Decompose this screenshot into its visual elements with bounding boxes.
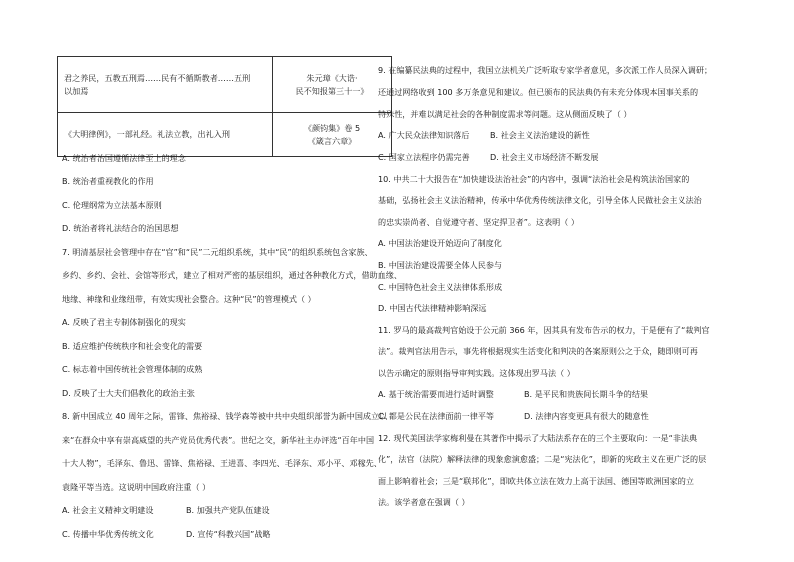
source-table [57, 56, 392, 157]
q9-stem-line: 特殊性，并难以满足社会的各种制度需求等问题。这从侧面反映了（ ） [378, 109, 632, 119]
table-cell-text: 《箴言六章》 [307, 135, 357, 146]
table-cell [58, 57, 273, 113]
q7-stem-line: 7. 明清基层社会管理中存在“官”和“民”二元组织系统，其中“民”的组织系统包含家族、 [62, 247, 373, 257]
table-cell [58, 113, 273, 157]
q8-stem-line: 十大人物”，毛泽东、鲁迅、雷锋、焦裕禄、王进喜、李四光、毛泽东、邓小平、邓稼先、 [62, 458, 382, 468]
q6-option-c: C. 伦理纲常为立法基本原则 [62, 200, 162, 210]
table-cell-text: 朱元璋《大诰· [306, 72, 358, 83]
q10-option-b: B. 中国法治建设需要全体人民参与 [378, 260, 503, 270]
table-cell-text: 君之养民，五教五刑焉……民有不循斯教者……五刑 [64, 72, 251, 83]
q11-option-b: B. 是平民和贵族间长期斗争的结果 [524, 389, 649, 399]
q9-option-c: C. 国家立法程序仍需完善 [378, 152, 470, 162]
q8-stem-line: 8. 新中国成立 40 周年之际，雷锋、焦裕禄、钱学森等被中共中央组织部誉为新中国成立以 [62, 411, 388, 421]
q10-option-a: A. 中国法治建设开始迈向了制度化 [378, 238, 502, 248]
table-cell [273, 57, 392, 113]
q6-option-d: D. 统治者将礼法结合的治国思想 [62, 223, 179, 233]
table-row [58, 113, 392, 157]
q8-stem-line: 袁隆平等当选。这说明中国政府注重（ ） [62, 482, 211, 492]
q10-option-c: C. 中国特色社会主义法律体系形成 [378, 282, 503, 292]
q11-option-d: D. 法律内容变更具有很大的随意性 [524, 411, 649, 421]
q8-option-a: A. 社会主义精神文明建设 [62, 505, 154, 515]
table-cell-text: 民不知报第三十一》 [295, 85, 369, 96]
q9-option-a: A. 广大民众法律知识落后 [378, 130, 470, 140]
table-row [58, 57, 392, 113]
q7-stem-line: 乡约、乡约、会社、会馆等形式，建立了相对严密的基层组织，通过各种教化方式，借助血缘、 [62, 270, 402, 280]
q12-stem-line: 12. 现代美国法学家梅利曼在其著作中揭示了大陆法系存在的三个主要取向：一是“非法典 [378, 433, 698, 443]
q11-stem-line: 11. 罗马的最高裁判官始设于公元前 366 年，因其具有发布告示的权力，于是便有了“裁判官 [378, 325, 710, 335]
q7-option-b: B. 适应维护传统秩序和社会变化的需要 [62, 341, 203, 351]
table-cell-text: 《大明律例》，一部礼经。礼法立教，出礼入刑 [64, 129, 230, 139]
q10-stem-line: 的忠实崇尚者、自觉遵守者、坚定捍卫者”。这表明（ ） [378, 217, 580, 227]
q6-option-b: B. 统治者重视教化的作用 [62, 176, 154, 186]
q12-stem-line: 化”，法官（法院）解释法律的现象愈演愈盛；二是“宪法化”，即新的宪政主义在更广泛的层 [378, 454, 707, 464]
q12-stem-line: 面上影响着社会；三是“联邦化”，即欧共体立法在效力上高于法国、德国等欧洲国家的立 [378, 476, 694, 486]
q7-option-a: A. 反映了君主专制体制强化的现实 [62, 317, 186, 327]
q9-stem-line: 9. 在编纂民法典的过程中，我国立法机关广泛听取专家学者意见，多次派工作人员深入调研； [378, 65, 713, 75]
q7-stem-line: 地缘、神缘和业缘纽带，有效实现社会整合。这种“民”的管理模式（ ） [62, 294, 316, 304]
table-cell-text: 《颜钧集》卷 5 [303, 122, 361, 133]
q11-stem-line: 法”。裁判官法用告示，事先将根据现实生活变化和判决的各案原则公之于众，随即则可再 [378, 346, 698, 356]
q8-option-c: C. 传播中华优秀传统文化 [62, 529, 154, 539]
q8-option-b: B. 加强共产党队伍建设 [186, 505, 270, 515]
q6-option-a: A. 统治者治国遵循法律至上的理念 [62, 153, 186, 163]
q10-stem-line: 10. 中共二十大报告在“加快建设法治社会”的内容中，强调“法治社会是构筑法治国家的 [378, 174, 690, 184]
q9-stem-line: 还通过网络收到 100 多万条意见和建议。但已颁布的民法典仍有未充分体现本国事关系的 [378, 87, 699, 97]
q11-stem-line: 以告示确定的原则指导审判实践。这体现出罗马法（ ） [378, 368, 575, 378]
q9-option-b: B. 社会主义法治建设的新性 [490, 130, 590, 140]
q12-stem-line: 法。该学者意在强调（ ） [378, 497, 470, 507]
q10-stem-line: 基础，弘扬社会主义法治精神，传承中华优秀传统法律文化，引导全体人民做社会主义法治 [378, 195, 702, 205]
q9-option-d: D. 社会主义市场经济不断发展 [490, 152, 599, 162]
table-cell-text: 以加焉 [64, 85, 89, 96]
q10-option-d: D. 中国古代法律精神影响深远 [378, 303, 487, 313]
q11-option-a: A. 基于统治需要而进行适时调整 [378, 389, 494, 399]
q7-option-c: C. 标志着中国传统社会管理体制的成熟 [62, 364, 203, 374]
q8-option-d: D. 宣传“科教兴国”战略 [186, 529, 271, 539]
table-cell [273, 113, 392, 157]
q7-option-d: D. 反映了士大夫们倡教化的政治主张 [62, 388, 195, 398]
q8-stem-line: 来“在群众中享有崇高威望的共产党员优秀代表”。世纪之交，新华社主办评选“百年中国 [62, 435, 375, 445]
q11-option-c: C. 都是公民在法律面前一律平等 [378, 411, 495, 421]
